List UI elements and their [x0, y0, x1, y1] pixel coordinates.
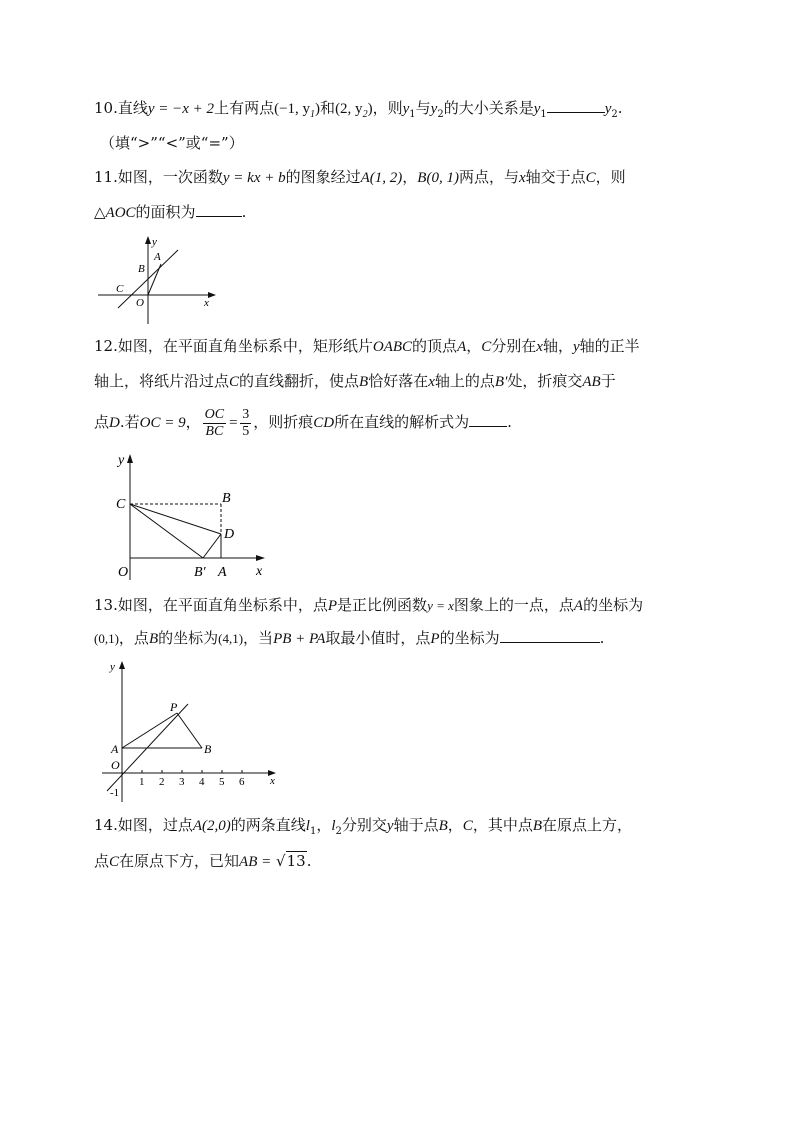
question-11-line-1: 11.如图，一次函数y = kx + b的图象经过A(1, 2)，B(0, 1)两点，与x轴交于点C，则: [94, 168, 626, 186]
label-p: P: [170, 700, 178, 714]
question-11-line-2: △AOC的面积为 .: [94, 203, 247, 221]
sqrt-symbol: √: [276, 852, 286, 870]
label-c: C: [116, 497, 126, 512]
label-x: x: [256, 564, 263, 579]
answer-blank-q10[interactable]: [547, 98, 605, 113]
answer-blank-q12[interactable]: [469, 412, 507, 427]
segment-cd: [130, 504, 221, 534]
figure-q12: [110, 450, 270, 584]
label-o: O: [136, 297, 144, 309]
tick-label-2: 2: [159, 776, 165, 788]
label-a: A: [111, 742, 119, 756]
question-12-line-2: 轴上，将纸片沿过点C的直线翻折，使点B恰好落在x轴上的点B′处，折痕交AB于: [94, 372, 616, 390]
label-x: x: [270, 775, 275, 787]
segment-ap: [122, 713, 177, 748]
tick-label-6: 6: [239, 776, 245, 788]
label-c: C: [116, 283, 124, 295]
segment-cbp: [130, 504, 203, 558]
answer-blank-q13[interactable]: [500, 628, 600, 643]
segment-oa: [148, 264, 161, 295]
figure-q13: [100, 656, 284, 804]
label-x: x: [204, 297, 209, 309]
answer-blank-q11[interactable]: [196, 202, 242, 217]
label-o: O: [118, 565, 129, 580]
tick-label-5: 5: [219, 776, 225, 788]
question-10-hint: （填“>”“<”或“=”）: [100, 134, 244, 152]
question-14-line-2: 点C在原点下方，已知AB = √13.: [94, 852, 312, 870]
label-o: O: [111, 758, 120, 772]
figure-q11: [94, 234, 218, 326]
x-axis-arrow: [208, 292, 216, 298]
tick-label-4: 4: [199, 776, 205, 788]
segment-bpd: [203, 534, 221, 558]
tick-label-neg1: -1: [110, 787, 120, 799]
tick-label-1: 1: [139, 776, 145, 788]
fraction-3-5: $\frac{3}{5}$: [242, 406, 250, 439]
label-a: A: [154, 251, 161, 263]
question-13-line-2: (0,1)，点B的坐标为(4,1)，当PB + PA取最小值时，点P的坐标为 .: [94, 629, 605, 647]
question-10-line-1: 10.直线y = −x + 2上有两点(−1, $y_1$)和(2, $y_2$)，则$y_1$与$y_2$的大小关系是$y_1$ $y_2$.: [94, 99, 623, 120]
question-12-line-1: 12.如图，在平面直角坐标系中，矩形纸片OABC的顶点A，C分别在x轴，y轴的正半: [94, 337, 640, 355]
label-b-prime: B′: [194, 565, 206, 580]
tick-label-3: 3: [179, 776, 185, 788]
label-d: D: [224, 527, 235, 542]
y-axis-arrow: [119, 661, 125, 669]
question-12-line-3: 点D.若OC = 9， $\frac{OC}{BC}$ = $\frac{3}{5}$ ，则折痕CD所在直线的解析式为 .: [94, 406, 512, 439]
segment-pb: [177, 713, 202, 748]
label-a: A: [218, 565, 227, 580]
label-y: y: [110, 661, 115, 673]
label-y: y: [118, 453, 125, 468]
x-axis-arrow: [256, 555, 265, 561]
label-y: y: [152, 236, 157, 248]
y-axis-arrow: [127, 454, 133, 463]
fraction-oc-bc: $\frac{OC}{BC}$: [204, 406, 225, 439]
label-b: B: [222, 491, 231, 506]
label-b: B: [138, 263, 145, 275]
question-14-line-1: 14.如图，过点A(2,0)的两条直线$l_1$，$l_2$分别交y轴于点B，C，其中点B在原点上方，: [94, 816, 633, 837]
question-13-line-1: 13.如图，在平面直角坐标系中，点P是正比例函数y = x图象上的一点，点A的坐标为: [94, 596, 644, 614]
label-b: B: [204, 742, 212, 756]
y-axis-arrow: [145, 236, 151, 244]
